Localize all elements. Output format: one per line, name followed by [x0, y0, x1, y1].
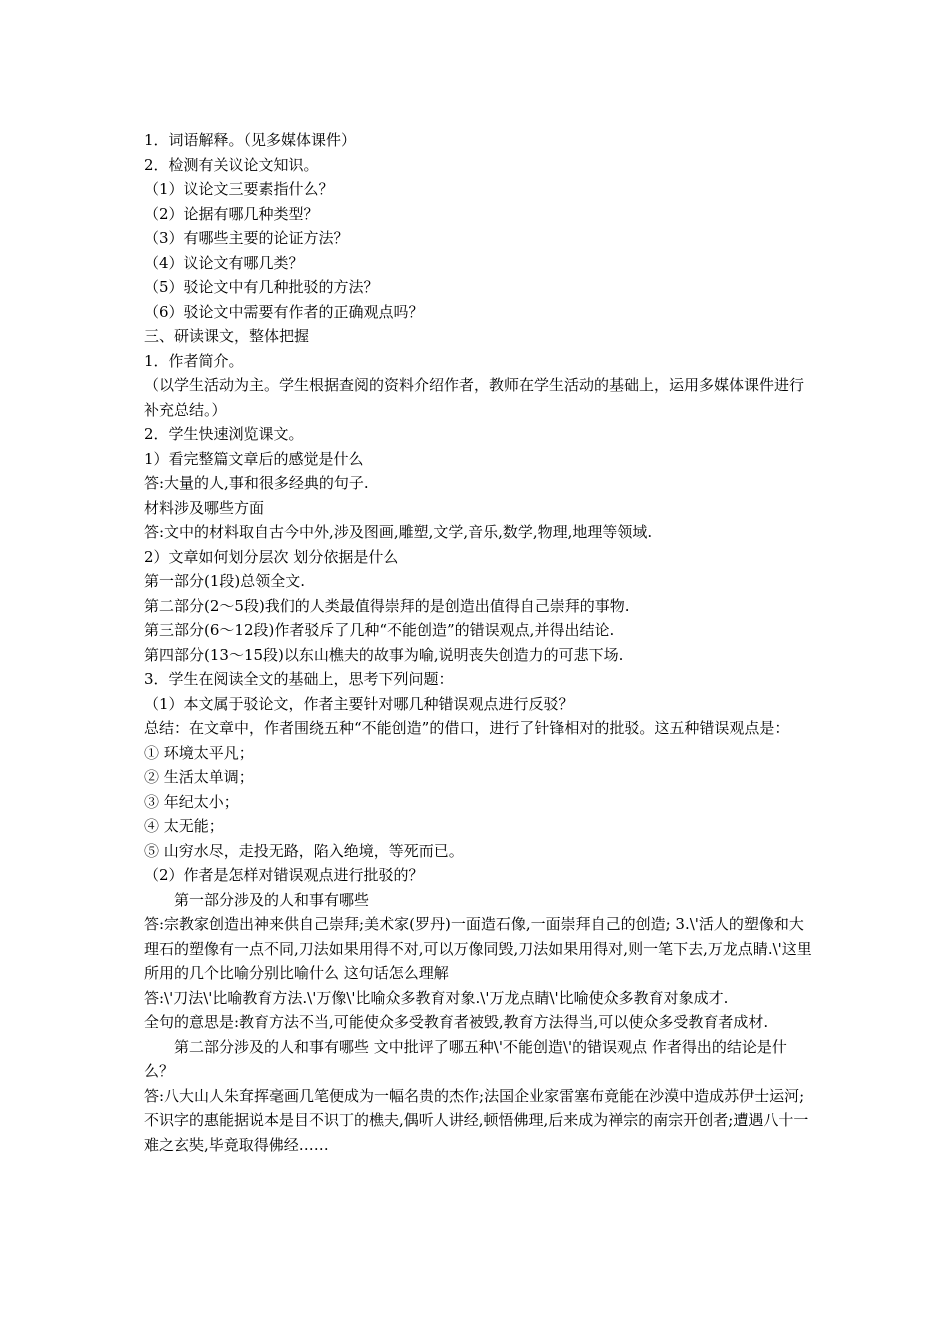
text-line: （2）作者是怎样对错误观点进行批驳的？ [144, 866, 424, 884]
text-line: 第二部分(2～5段)我们的人类最值得崇拜的是创造出值得自己崇拜的事物. [144, 596, 630, 615]
paragraph: （以学生活动为主。学生根据查阅的资料介绍作者，教师在学生活动的基础上，运用多媒体课件进行补充总结。） [144, 376, 805, 419]
paragraph: 答:八大山人朱耷挥毫画几笔便成为一幅名贵的杰作;法国企业家雷塞布竟能在沙漠中造成苏伊士运河;不识字的惠能据说本是目不识丁的樵夫,偶听人讲经,顿悟佛理,后来成为禅宗的南宗开创者;遭遇八十一难之玄奘,毕竟取得佛经…… [144, 1086, 809, 1154]
text-line: 1．词语解释。（见多媒体课件） [144, 131, 357, 149]
text-line: 第一部分涉及的人和事有哪些 [174, 890, 370, 909]
text-line: 第三部分(6～12段)作者驳斥了几种“不能创造”的错误观点,并得出结论. [144, 621, 615, 639]
text-line: （2）论据有哪几种类型？ [144, 204, 319, 223]
text-line: 第一部分(1段)总领全文. [144, 572, 306, 590]
text-line: （4）议论文有哪几类？ [144, 253, 304, 272]
text-line: 1．作者简介。 [144, 351, 244, 370]
list-item: ④ 太无能； [144, 817, 224, 835]
text-line: 2．检测有关议论文知识。 [144, 155, 319, 174]
text-line: 2．学生快速浏览课文。 [144, 425, 304, 443]
section-heading: 三、研读课文，整体把握 [144, 327, 310, 345]
text-line: 1）看完整篇文章后的感觉是什么 [144, 449, 364, 468]
text-line: （1）本文属于驳论文，作者主要针对哪几种错误观点进行反驳？ [144, 694, 574, 713]
text-line: （1）议论文三要素指什么？ [144, 180, 334, 198]
paragraph: 答:宗教家创造出神来供自己崇拜;美术家(罗丹)一面造石像,一面崇拜自己的创造; 3.\'活人的塑像和大理石的塑像有一点不同,刀法如果用得不对,可以万像同毁,刀法如果用得对,则一笔下去,万龙点睛.\'这里所用的几个比喻分别比喻什么 这句话怎么理解 [144, 915, 812, 982]
paragraph: 总结：在文章中，作者围绕五种“不能创造”的借口，进行了针锋相对的批驳。这五种错误观点是： [144, 719, 790, 737]
list-item: ① 环境太平凡； [144, 743, 254, 762]
document-page [144, 128, 812, 1157]
list-item: ② 生活太单调； [144, 768, 254, 786]
text-line: 答:\'刀法\'比喻教育方法.\'万像\'比喻众多教育对象.\'万龙点睛\'比喻使众多教育对象成才. [144, 988, 729, 1007]
paragraph: 第二部分涉及的人和事有哪些 文中批评了哪五种\'不能创造\'的错误观点 作者得出的结论是什么？ [144, 1037, 787, 1080]
list-item: ⑤ 山穷水尽，走投无路，陷入绝境，等死而已。 [144, 841, 464, 860]
text-line: 3．学生在阅读全文的基础上，思考下列问题： [144, 670, 454, 688]
paragraph: 全句的意思是:教育方法不当,可能使众多受教育者被毁,教育方法得当,可以使众多受教育者成材. [144, 1013, 769, 1031]
text-line: 2）文章如何划分层次 划分依据是什么 [144, 547, 399, 566]
text-line: （6）驳论文中需要有作者的正确观点吗？ [144, 302, 424, 321]
list-item: ③ 年纪太小； [144, 792, 239, 811]
text-line: 第四部分(13～15段)以东山樵夫的故事为喻,说明丧失创造力的可悲下场. [144, 645, 624, 664]
text-line: 答:大量的人,事和很多经典的句子. [144, 474, 369, 492]
text-line: 材料涉及哪些方面 [144, 498, 265, 517]
text-line: 答:文中的材料取自古今中外,涉及图画,雕塑,文学,音乐,数学,物理,地理等领域. [144, 523, 653, 541]
text-line: （5）驳论文中有几种批驳的方法？ [144, 278, 379, 296]
text-line: （3）有哪些主要的论证方法？ [144, 229, 349, 247]
